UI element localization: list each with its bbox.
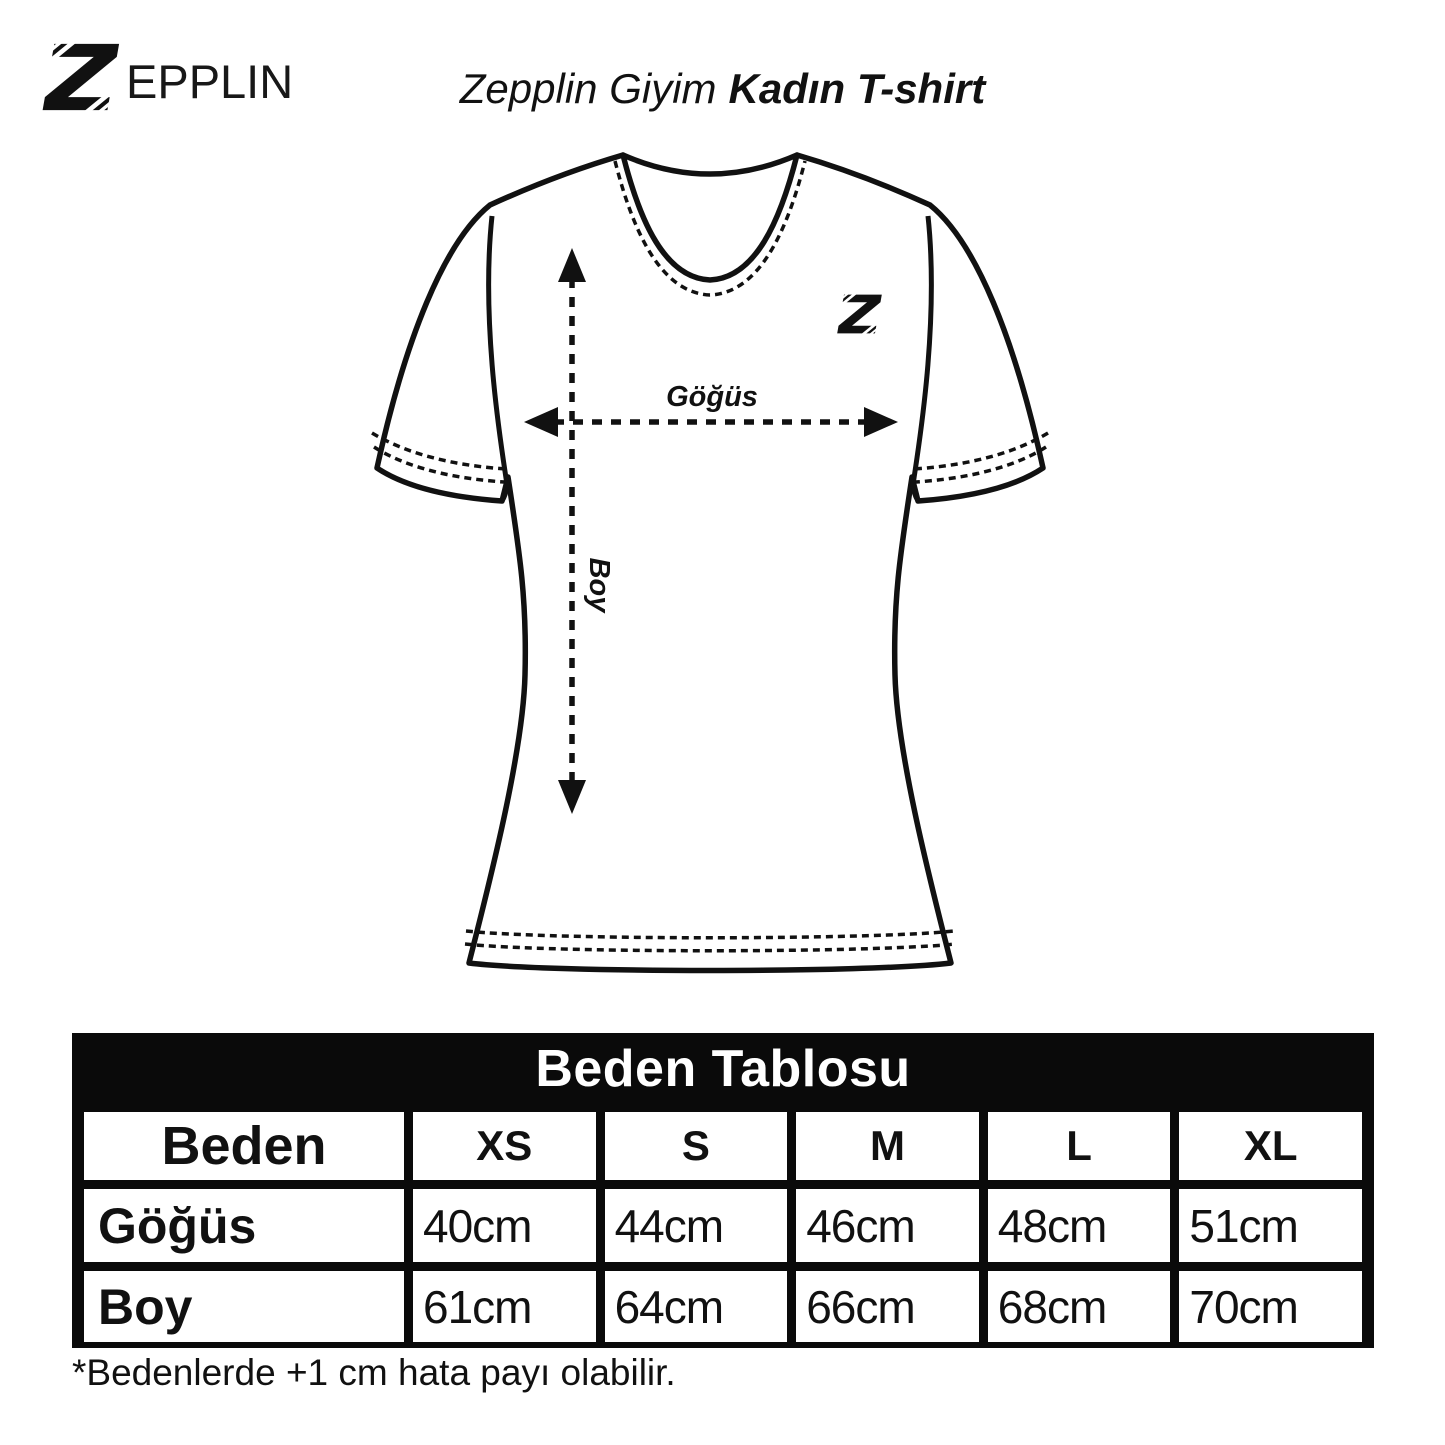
chest-label: Göğüs	[666, 381, 758, 413]
title-product: Kadın T-shirt	[728, 65, 986, 112]
cell-length-l: 68cm	[988, 1271, 1171, 1342]
length-label: Boy	[583, 557, 615, 613]
title-brand: Zepplin Giyim	[459, 65, 717, 112]
cell-length-s: 64cm	[605, 1271, 788, 1342]
column-header-beden: Beden	[84, 1112, 404, 1180]
size-table-title: Beden Tablosu	[535, 1039, 911, 1098]
cell-length-xl: 70cm	[1179, 1271, 1362, 1342]
cell-chest-l: 48cm	[988, 1189, 1171, 1262]
cell-chest-s: 44cm	[605, 1189, 788, 1262]
size-table	[72, 1033, 1374, 1348]
column-header-xl: XL	[1179, 1112, 1362, 1180]
column-header-m: M	[796, 1112, 979, 1180]
column-header-xs: XS	[413, 1112, 596, 1180]
cell-chest-xs: 40cm	[413, 1189, 596, 1262]
cell-chest-m: 46cm	[796, 1189, 979, 1262]
cell-length-xs: 61cm	[413, 1271, 596, 1342]
row-label-length: Boy	[84, 1271, 404, 1342]
brand-wordmark: EPPLIN	[126, 55, 294, 108]
column-header-l: L	[988, 1112, 1171, 1180]
cell-chest-xl: 51cm	[1179, 1189, 1362, 1262]
cell-length-m: 66cm	[796, 1271, 979, 1342]
size-table-grid	[72, 1104, 1374, 1348]
tshirt-diagram	[0, 130, 1445, 1010]
page-title	[0, 66, 1445, 112]
column-header-s: S	[605, 1112, 788, 1180]
footnote: *Bedenlerde +1 cm hata payı olabilir.	[72, 1352, 676, 1393]
row-label-chest: Göğüs	[84, 1189, 404, 1262]
